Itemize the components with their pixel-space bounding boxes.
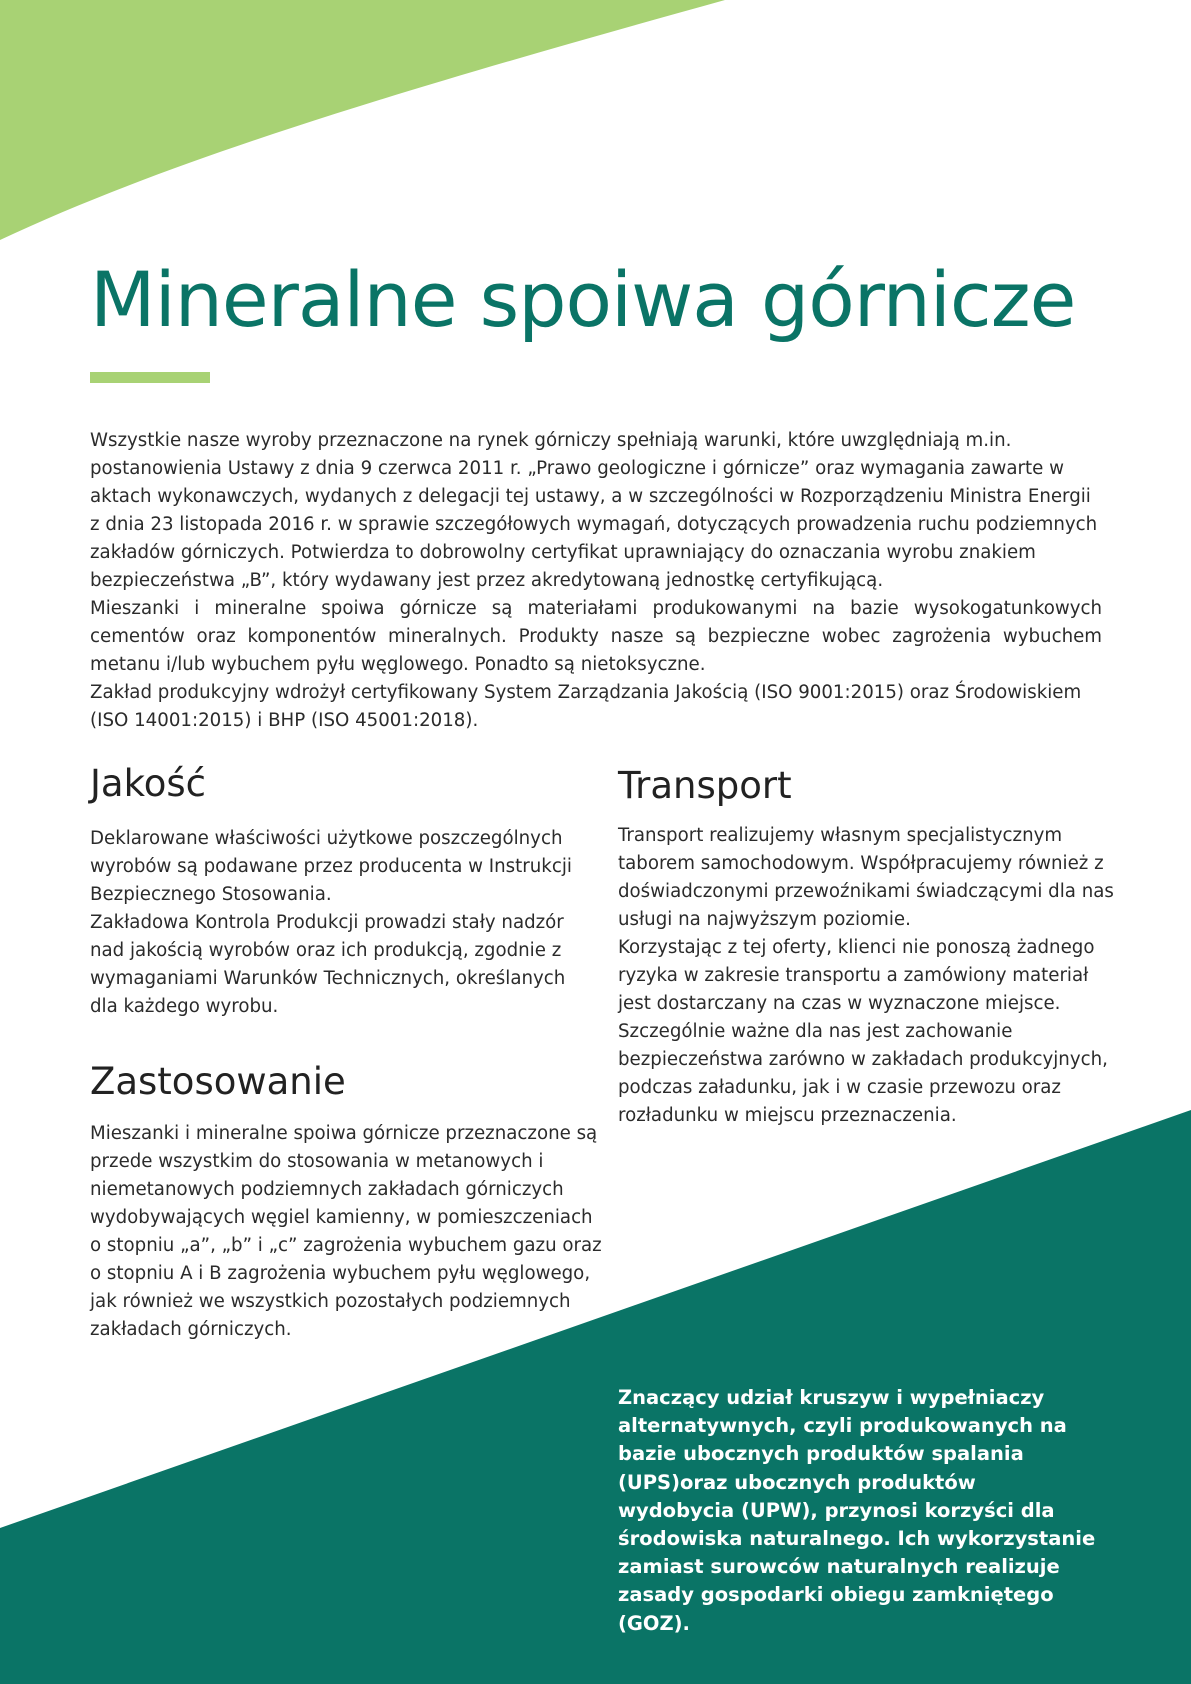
jakosc-paragraph: Deklarowane właściwości użytkowe poszczególnych wyrobów są podawane przez producenta w Instrukcji Bezpiecznego Stosowania. — [90, 828, 572, 905]
zastosowanie-paragraph: Mieszanki i mineralne spoiwa górnicze przeznaczone są przede wszystkim do stosowania w metanowych i niemetanowych podziemnych zakładach górniczych wydobywających węgiel kamienny, w pomieszczeniach o stopniu „a”, „b” i „c” zagrożenia wybuchem gazu oraz o stopniu A i B zagrożenia wybuchem pyłu węglowego, jak również we wszystkich pozostałych podziemnych zakładach górniczych. — [90, 1123, 602, 1340]
section-heading-transport: Transport — [618, 764, 792, 807]
page-title: Mineralne spoiwa górnicze — [90, 255, 1076, 344]
transport-paragraph: Transport realizujemy własnym specjalistycznym taborem samochodowym. Współpracujemy również z doświadczonymi przewoźnikami świadczącymi dla nas usługi na najwyższym poziomie. — [618, 825, 1114, 930]
intro-paragraph-materials: Mieszanki i mineralne spoiwa górnicze są materiałami produkowanymi na bazie wysokogatunkowych cementów oraz komponentów mineralnych. Produkty nasze są bezpieczne wobec zagrożenia wybuchem metanu i/lub wybuchem pyłu węglowego. Ponadto są nietoksyczne. — [90, 598, 1102, 675]
intro-paragraph-iso: Zakład produkcyjny wdrożył certyfikowany System Zarządzania Jakością (ISO 9001:2015) oraz Środowiskiem (ISO 14001:2015) i BHP (ISO 45001:2018). — [90, 682, 1082, 731]
top-left-light-green-wedge — [0, 0, 725, 240]
jakosc-paragraph: Zakładowa Kontrola Produkcji prowadzi stały nadzór nad jakością wyrobów oraz ich produkcją, zgodnie z wymaganiami Warunków Technicznych, określanych dla każdego wyrobu. — [90, 912, 566, 1017]
section-body-zastosowanie — [90, 1120, 608, 1344]
transport-paragraph: Szczególnie ważne dla nas jest zachowanie bezpieczeństwa zarówno w zakładach produkcyjnych, podczas załadunku, jak i w czasie przewozu oraz rozładunku w miejscu przeznaczenia. — [618, 1021, 1108, 1126]
section-heading-zastosowanie: Zastosowanie — [90, 1060, 346, 1103]
title-underline-accent — [90, 372, 210, 383]
section-heading-jakosc: Jakość — [90, 762, 206, 805]
section-body-jakosc — [90, 825, 592, 1021]
intro-text — [90, 427, 1102, 735]
intro-paragraph-certification: Wszystkie nasze wyroby przeznaczone na rynek górniczy spełniają warunki, które uwzględniają m.in. postanowienia Ustawy z dnia 9 czerwca 2011 r. „Prawo geologiczne i górnicze” oraz wymagania zawarte w aktach wykonawczych, wydanych z delegacji tej ustawy, a w szczególności w Rozporządzeniu Ministra Energii z dnia 23 listopada 2016 r. w sprawie szczegółowych wymagań, dotyczących prowadzenia ruchu podziemnych zakładów górniczych. Potwierdza to dobrowolny certyfikat uprawniający do oznaczania wyrobu znakiem bezpieczeństwa „B”, który wydawany jest przez akredytowaną jednostkę certyfikującą. — [90, 430, 1098, 591]
sustainability-callout: Znaczący udział kruszyw i wypełniaczy alternatywnych, czyli produkowanych na bazie ubocznych produktów spalania (UPS)oraz ubocznych produktów wydobycia (UPW), przynosi korzyści dla środowiska naturalnego. Ich wykorzystanie zamiast surowców naturalnych realizuje zasady gospodarki obiegu zamkniętego (GOZ). — [618, 1386, 1096, 1635]
transport-paragraph: Korzystając z tej oferty, klienci nie ponoszą żadnego ryzyka w zakresie transportu a zamówiony materiał jest dostarczany na czas w wyznaczone miejsce. — [618, 937, 1095, 1014]
section-body-transport — [618, 822, 1118, 1130]
